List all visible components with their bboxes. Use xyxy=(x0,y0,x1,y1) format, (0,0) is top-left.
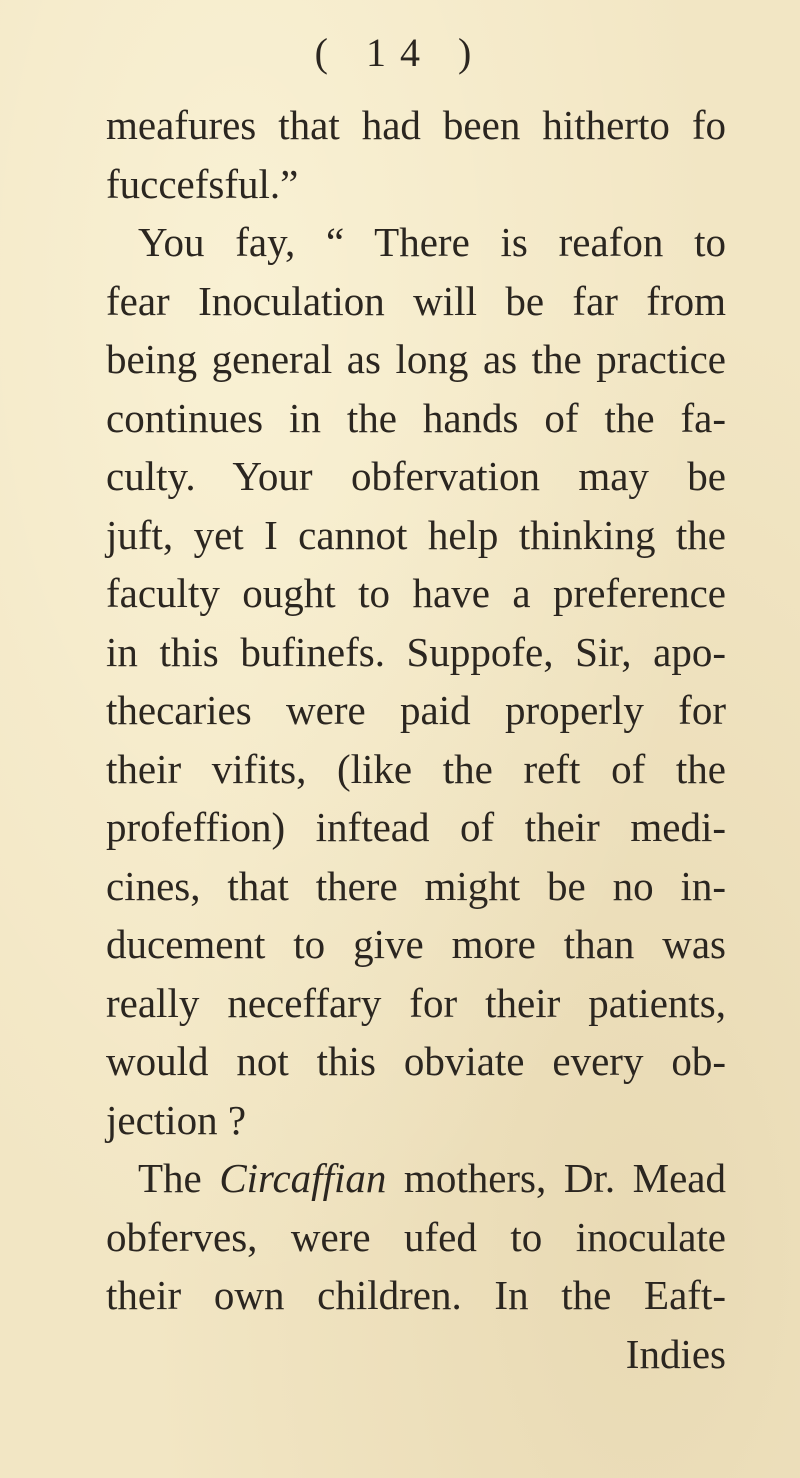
catchword: Indies xyxy=(625,1330,726,1377)
text-line: obferves, were ufed to inoculate xyxy=(106,1213,726,1260)
text-line-paragraph-start xyxy=(106,1149,726,1208)
text-line: continues in the hands of the fa- xyxy=(106,394,726,441)
text-line: faculty ought to have a preference xyxy=(106,570,726,616)
text-line: ducement to give more than was xyxy=(106,921,726,967)
text-line: profeffion) inftead of their medi- xyxy=(106,804,726,850)
page-number: ( 14 ) xyxy=(314,30,486,75)
text-line: really neceffary for their patients, xyxy=(106,979,726,1026)
text-line: culty. Your obfervation may be xyxy=(106,453,726,499)
text-line: thecaries were paid properly for xyxy=(106,687,726,733)
text-line: juft, yet I cannot help thinking the xyxy=(106,511,726,558)
text-line: cines, that there might be no in- xyxy=(106,862,726,909)
text-line: jection ? xyxy=(106,1096,247,1143)
body-text xyxy=(106,96,726,1383)
paragraph-lead: The xyxy=(138,1155,220,1201)
italic-word: Circaffian xyxy=(219,1155,387,1201)
paragraph-rest: mothers, Dr. Mead xyxy=(386,1155,726,1201)
text-line: fear Inoculation will be far from xyxy=(106,277,726,324)
text-line: their own children. In the Eaft- xyxy=(106,1272,726,1318)
text-line: being general as long as the practice xyxy=(106,336,726,382)
text-line: in this bufinefs. Suppofe, Sir, apo- xyxy=(106,628,726,675)
text-line: meafures that had been hitherto fo xyxy=(106,102,726,148)
text-line: You fay, “ There is reafon to xyxy=(138,219,726,265)
text-line: would not this obviate every ob- xyxy=(106,1038,726,1084)
text-line: fuccefsful.” xyxy=(106,160,299,207)
text-line: their vifits, (like the reft of the xyxy=(106,745,726,792)
